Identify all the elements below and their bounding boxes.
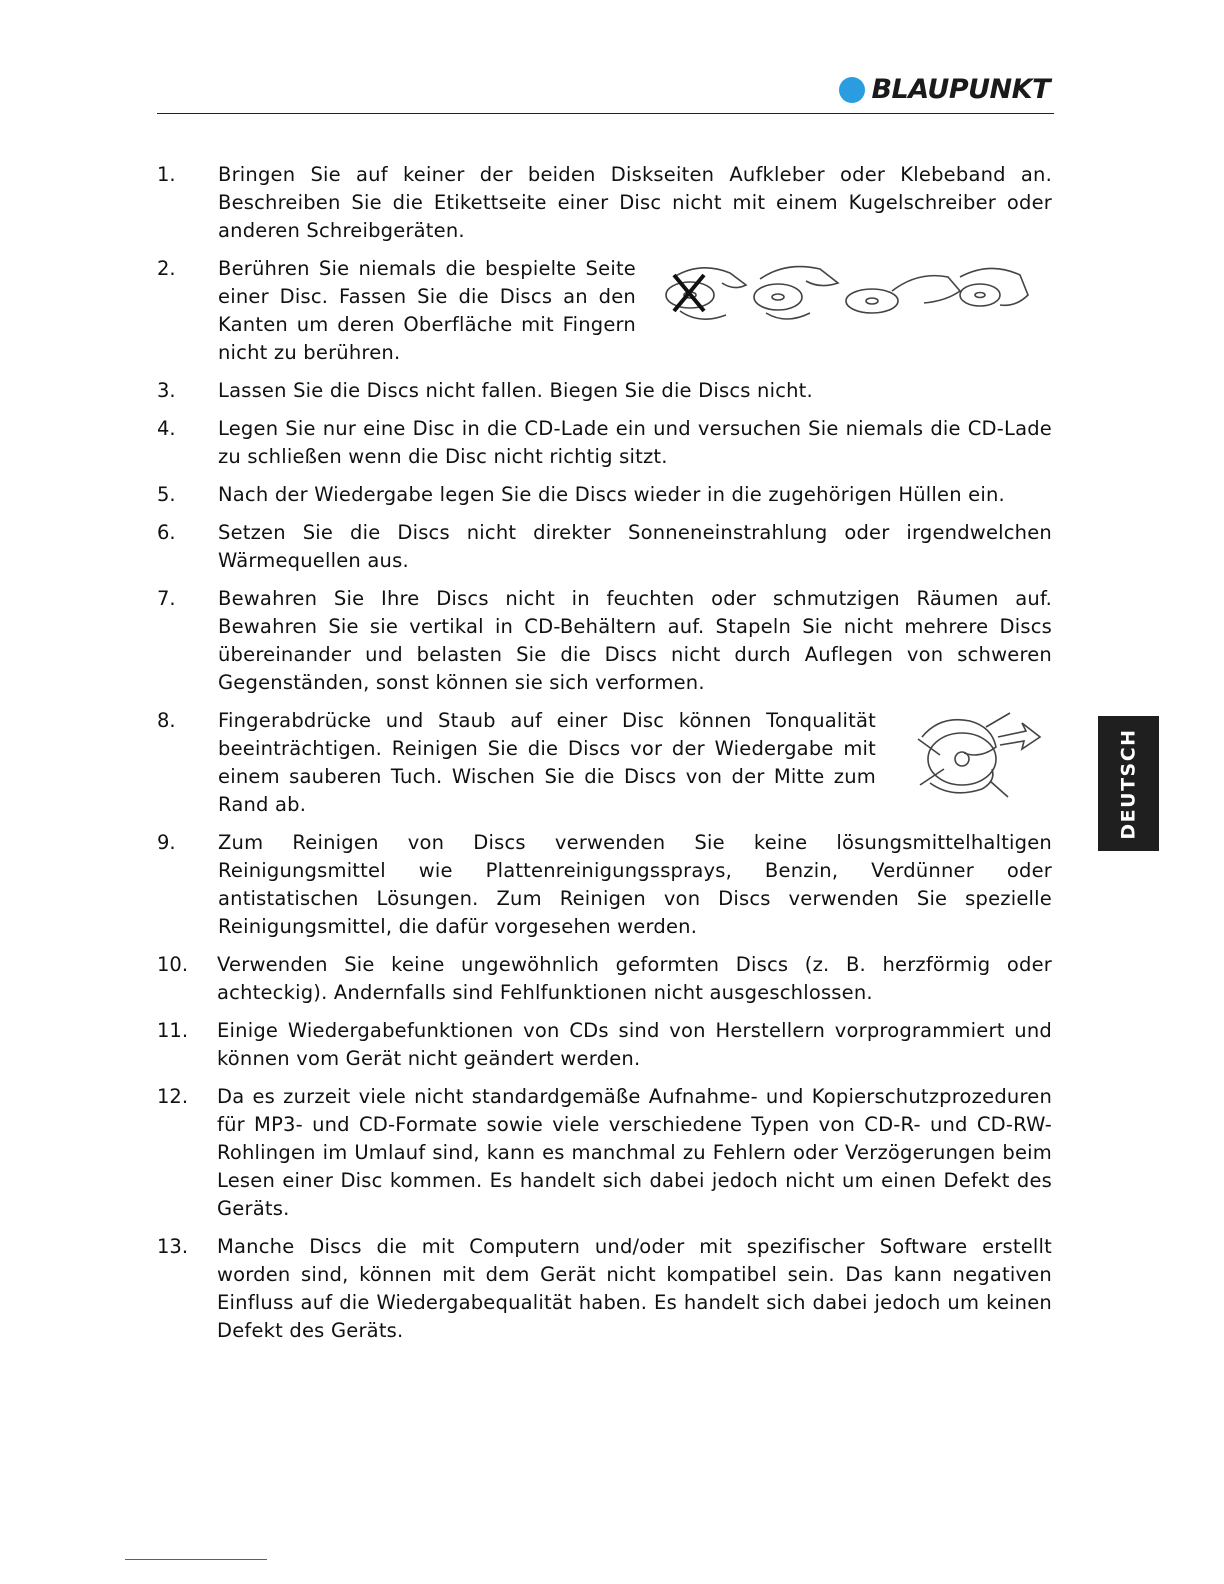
disc-cleaning-disc-icon [928,733,996,785]
disc-2-icon [754,284,802,310]
disc-cleaning-illustration [900,707,1048,801]
list-item [157,585,1052,697]
item-number: 9. [157,831,176,854]
item-text: Verwenden Sie keine ungewöhnlich geformten Discs (z. B. herzförmig oder achteckig). Andernfalls sind Fehlfunktionen nicht ausgeschlossen. [217,953,1052,1004]
list-item [157,519,1052,575]
item-number: 2. [157,257,176,280]
brand-logo [839,74,1050,105]
item-number: 10. [157,953,189,976]
list-item [157,377,1052,405]
disc-3-icon [846,289,898,313]
item-text: Nach der Wiedergabe legen Sie die Discs wieder in die zugehörigen Hüllen ein. [218,483,1005,506]
item-number: 11. [157,1019,189,1042]
footer-rule [125,1559,267,1560]
item-number: 1. [157,163,176,186]
wipe-arrow-icon [998,723,1040,749]
item-number: 6. [157,521,176,544]
item-text: Setzen Sie die Discs nicht direkter Sonneneinstrahlung oder irgendwelchen Wärmequellen aus. [218,521,1052,572]
item-number: 4. [157,417,176,440]
item-number: 8. [157,709,176,732]
list-item [157,707,1052,819]
item-number: 12. [157,1085,189,1108]
item-text: Da es zurzeit viele nicht standardgemäße Aufnahme- und Kopierschutzprozeduren für MP3- und CD-Formate sowie viele verschiedene Typen von CD-R- und CD-RW-Rohlingen im Umlauf sind, kann es manchmal zu Fehlern oder Verzögerungen beim Lesen einer Disc kommen. Es handelt sich dabei jedoch nicht um einen Defekt des Geräts. [217,1085,1052,1220]
header-divider [157,113,1054,114]
item-text: Fingerabdrücke und Staub auf einer Disc können Tonqualität beeinträchtigen. Reinigen Sie die Discs vor der Wiedergabe mit einem sauberen Tuch. Wischen Sie die Discs von der Mitte zum Rand ab. [218,709,876,816]
brand-name: BLAUPUNKT [871,74,1050,105]
list-item [157,1017,1052,1073]
instruction-list [157,161,1052,1355]
list-item [157,255,1052,367]
list-item [157,161,1052,245]
item-number: 13. [157,1235,189,1258]
disc-handling-illustration [660,255,1032,331]
cross-icon [674,275,704,311]
item-text: Bewahren Sie Ihre Discs nicht in feuchten oder schmutzigen Räumen auf. Bewahren Sie sie vertikal in CD-Behältern auf. Stapeln Sie nicht mehrere Discs übereinander und belasten Sie die Discs nicht durch Auflegen von schweren Gegenständen, sonst können sie sich verformen. [218,587,1052,694]
item-text: Berühren Sie niemals die bespielte Seite einer Disc. Fassen Sie die Discs an den Kanten um deren Oberfläche mit Fingern nicht zu berühren. [218,257,636,364]
logo-dot-icon [839,77,865,103]
language-tab-label: DEUTSCH [1117,727,1140,840]
item-text: Einige Wiedergabefunktionen von CDs sind von Herstellern vorprogrammiert und können vom Gerät nicht geändert werden. [217,1019,1052,1070]
item-text: Manche Discs die mit Computern und/oder mit spezifischer Software erstellt worden sind, können mit dem Gerät nicht kompatibel sein. Das kann negativen Einfluss auf die Wiedergabequalität haben. Es handelt sich dabei jedoch um keinen Defekt des Geräts. [217,1235,1052,1342]
list-item [157,1083,1052,1223]
list-item [157,829,1052,941]
item-text: Zum Reinigen von Discs verwenden Sie keine lösungsmittelhaltigen Reinigungsmittel wie Plattenreinigungssprays, Benzin, Verdünner oder antistatischen Lösungen. Zum Reinigen von Discs verwenden Sie spezielle Reinigungsmittel, die dafür vorgesehen werden. [218,831,1052,938]
language-tab [1098,716,1159,851]
item-number: 7. [157,587,176,610]
item-text: Lassen Sie die Discs nicht fallen. Biegen Sie die Discs nicht. [218,379,813,402]
item-number: 5. [157,483,176,506]
item-number: 3. [157,379,176,402]
list-item [157,1233,1052,1345]
list-item [157,415,1052,471]
list-item [157,481,1052,509]
item-text: Bringen Sie auf keiner der beiden Diskseiten Aufkleber oder Klebeband an. Beschreiben Sie die Etikettseite einer Disc nicht mit einem Kugelschreiber oder anderen Schreibgeräten. [218,163,1052,242]
disc-4-icon [960,284,1000,306]
item-text: Legen Sie nur eine Disc in die CD-Lade ein und versuchen Sie niemals die CD-Lade zu schließen wenn die Disc nicht richtig sitzt. [218,417,1052,468]
list-item [157,951,1052,1007]
